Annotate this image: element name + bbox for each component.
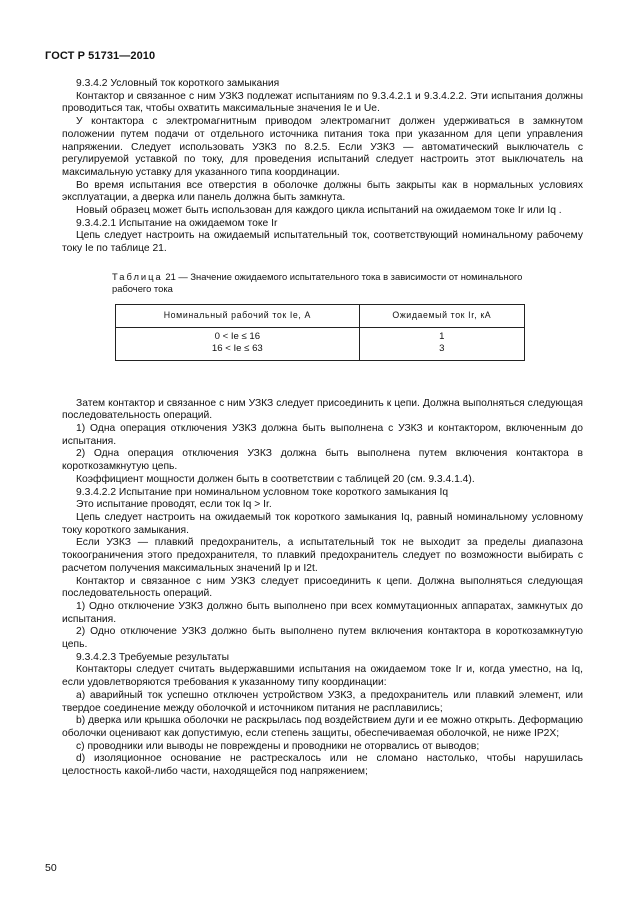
paragraph: Это испытание проводят, если ток Iq > Ir. <box>76 499 272 511</box>
table-21 <box>115 304 525 361</box>
table-caption <box>112 271 552 295</box>
document-header: ГОСТ Р 51731—2010 <box>45 50 156 62</box>
paragraph: Затем контактор и связанное с ним УЗКЗ следует присоединить к цепи. Должна выполняться следующая последовательность операций. <box>62 397 583 422</box>
paragraph: Во время испытания все отверстия в оболочке должны быть закрыты как в нормальных условиях эксплуатации, а дверка или панель должна быть замкнута. <box>62 179 583 204</box>
table-cell-current <box>359 327 524 360</box>
list-item: d) изоляционное основание не растрескалось или не сломано настолько, чтобы нарушилась целостность какой-либо части, находящейся под напряжением; <box>62 753 583 778</box>
table-row-range-2: 16 < Ie ≤ 63 <box>211 343 263 355</box>
list-item: а) аварийный ток успешно отключен устройством УЗКЗ, а предохранитель или плавкий элемент, или твердое соединение между оболочкой и источником питания не расплавились; <box>62 689 583 714</box>
list-item: b) дверка или крышка оболочки не раскрылась под воздействием дуги и ее можно открыть. Деформацию оболочки оценивают как допустимую, если степень защиты, обеспечиваемая оболочкой, не ниже IP2X; <box>62 715 583 739</box>
list-item: 2) Одна операция отключения УЗКЗ должна быть выполнена путем включения контактора в короткозамкнутую цепь. <box>62 448 583 473</box>
list-item: 1) Одна операция отключения УЗКЗ должна быть выполнена с УЗКЗ и контактором, включенным до испытания. <box>62 423 583 447</box>
table-row-current-1: 1 <box>439 330 445 342</box>
paragraph: Если УЗКЗ — плавкий предохранитель, а испытательный ток не выходит за пределы диапазона токоограничения этого предохранителя, то плавкий предохранитель следует по возможности выбирать с расчетом получения максимальных значений Ip и I2t. <box>62 537 583 574</box>
table-row-current-2: 3 <box>439 343 445 355</box>
table-row <box>116 327 525 360</box>
list-item: с) проводники или выводы не повреждены и проводники не оторвались от выводов; <box>76 740 480 752</box>
paragraph: Контактор и связанное с ним УЗКЗ подлежат испытаниям по 9.3.4.2.1 и 9.3.4.2.2. Эти испытания должны проводиться так, чтобы охватить максимальные значения Ie и Ue. <box>62 90 583 115</box>
table-header-rated-current: Номинальный рабочий ток Ie, А <box>116 304 360 327</box>
section-title-9-3-4-2-1: 9.3.4.2.1 Испытание на ожидаемом токе Ir <box>76 217 278 229</box>
paragraph: Коэффициент мощности должен быть в соответствии с таблицей 20 (см. 9.3.4.1.4). <box>76 473 475 485</box>
section-title-9-3-4-2-2: 9.3.4.2.2 Испытание при номинальном условном токе короткого замыкания Iq <box>76 486 449 498</box>
section-title-9-3-4-2: 9.3.4.2 Условный ток короткого замыкания <box>76 78 280 89</box>
table-caption-label: Таблица <box>112 270 163 282</box>
paragraph: Контакторы следует считать выдержавшими испытания на ожидаемом токе Ir и, когда уместно, на Iq, если удовлетворяются требования к указанному типу координации: <box>62 664 583 689</box>
paragraph: Цепь следует настроить на ожидаемый ток короткого замыкания Iq, равный номинальному условному току короткого замыкания. <box>62 511 583 536</box>
paragraph: Цепь следует настроить на ожидаемый испытательный ток, соответствующий номинальному рабочему току Ie по таблице 21. <box>62 230 583 255</box>
list-item: 1) Одно отключение УЗКЗ должно быть выполнено при всех коммутационных аппаратах, замкнутых до испытания. <box>62 600 583 625</box>
paragraph: Новый образец может быть использован для каждого цикла испытаний на ожидаемом токе Ir или Iq . <box>76 205 562 217</box>
table-row-range-1: 0 < Ie ≤ 16 <box>214 330 261 342</box>
section-title-9-3-4-2-3: 9.3.4.2.3 Требуемые результаты <box>76 651 230 663</box>
table-header-expected-current: Ожидаемый ток Ir, кА <box>359 304 524 327</box>
table-cell-range <box>116 327 360 360</box>
paragraph: Контактор и связанное с ним УЗКЗ следует присоединить к цепи. Должна выполняться следующая последовательность операций. <box>62 575 583 600</box>
page-number: 50 <box>45 862 57 874</box>
document-body <box>62 78 583 779</box>
table-caption-text: 21 — Значение ожидаемого испытательного тока в зависимости от номинального рабочего тока <box>112 270 523 294</box>
list-item: 2) Одно отключение УЗКЗ должно быть выполнено путем включения контактора в короткозамкнутую цепь. <box>62 626 583 651</box>
paragraph: У контактора с электромагнитным приводом электромагнит должен удерживаться в замкнутом положении путем подачи от отдельного источника питания тока при указанном для цепи управления напряжении. Следует использовать УЗКЗ по 8.2.5. Если УЗКЗ — автоматический выключатель с регулируемой уставкой по току, для проведения испытаний следует настроить этот выключатель на максимальную уставку для указанного типа координации. <box>62 116 583 178</box>
